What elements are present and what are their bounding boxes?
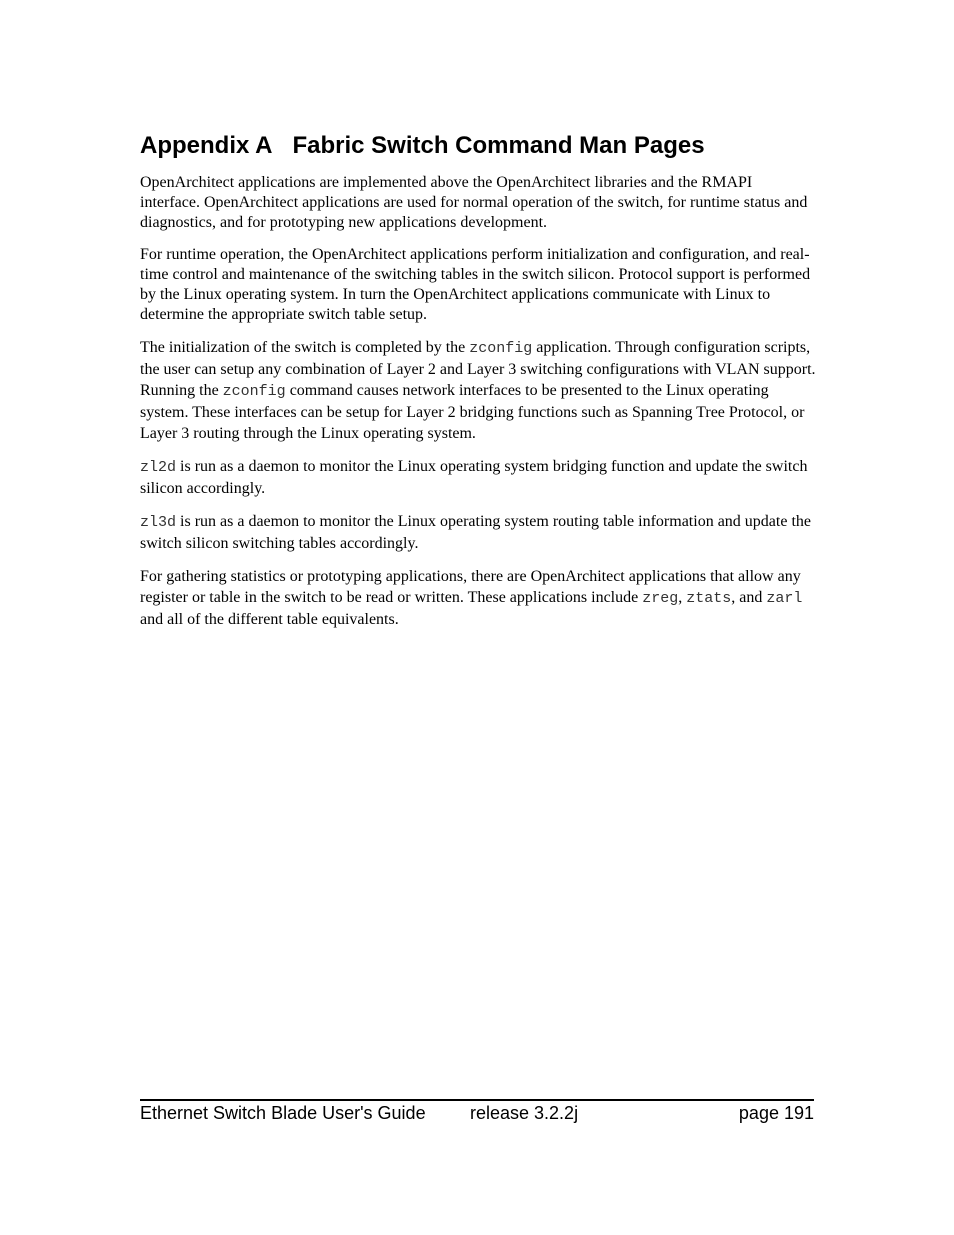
text-run: application. Through configuration scripts, the user can setup any combination of Layer 2 and Layer 3 switching configurations with VLAN support. Running the (140, 339, 816, 399)
command-zl2d: zl2d (140, 459, 177, 476)
paragraph-initialization (140, 337, 816, 444)
body-text (140, 173, 816, 642)
paragraph-runtime: For runtime operation, the OpenArchitect applications perform initialization and configuration, and real-time control and maintenance of the switching tables in the switch silicon. Protocol support is performed by the Linux operating system. In turn the OpenArchitect applications communicate with Linux to determine the appropriate switch table setup. (140, 246, 811, 323)
appendix-heading (140, 130, 705, 162)
text-run: The initialization of the switch is completed by the (140, 339, 470, 356)
text-run: , (678, 589, 687, 606)
paragraph-zl2d (140, 456, 816, 499)
command-zl3d: zl3d (140, 514, 177, 531)
text-run: For gathering statistics or prototyping applications, there are OpenArchitect applications that allow any register or table in the switch to be read or written. These applications include (140, 568, 801, 606)
text-run: and all of the different table equivalents. (140, 611, 399, 628)
appendix-label: Appendix A (140, 132, 273, 159)
command-zreg: zreg (642, 590, 679, 607)
page-footer (140, 1099, 814, 1126)
text-run: command causes network interfaces to be presented to the Linux operating system. These interfaces can be setup for Layer 2 bridging functions such as Spanning Tree Protocol, or Layer 3 routing through the Linux operating system. (140, 382, 805, 442)
paragraph-zl3d (140, 511, 816, 554)
command-ztats: ztats (686, 590, 732, 607)
footer-document-title: Ethernet Switch Blade User's Guide (140, 1103, 426, 1123)
command-zconfig: zconfig (222, 383, 286, 400)
footer-page-number: page 191 (738, 1103, 814, 1123)
text-run: is run as a daemon to monitor the Linux operating system bridging function and update the switch silicon accordingly. (140, 458, 808, 497)
paragraph-intro: OpenArchitect applications are implemented above the OpenArchitect libraries and the RMAPI interface. OpenArchitect applications are used for normal operation of the switch, for runtime status and diagnostics, and for prototyping new applications development. (140, 174, 808, 231)
appendix-title: Fabric Switch Command Man Pages (292, 132, 705, 159)
command-zconfig: zconfig (469, 340, 533, 357)
text-run: is run as a daemon to monitor the Linux operating system routing table information and update the switch silicon switching tables accordingly. (140, 513, 811, 552)
command-zarl: zarl (766, 590, 803, 607)
paragraph-statistics (140, 566, 816, 630)
text-run: , and (731, 589, 767, 606)
footer-release: release 3.2.2j (470, 1103, 579, 1123)
